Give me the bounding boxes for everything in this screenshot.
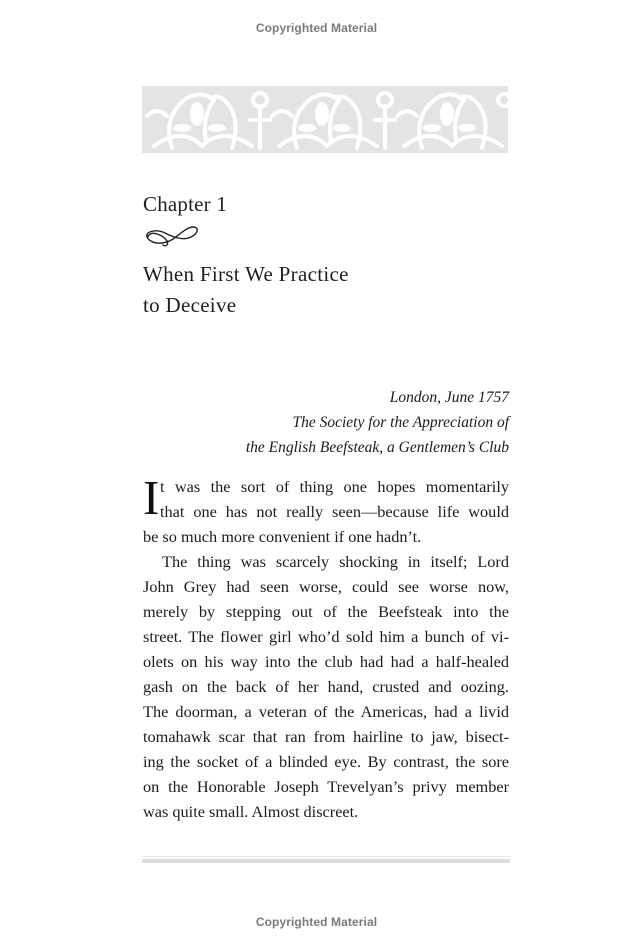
text-line: that one has not really seen—because life would (160, 502, 509, 521)
text-line: was quite small. Almost discreet. (143, 802, 359, 821)
epigraph-place-date: London, June 1757 (389, 389, 509, 406)
copyright-watermark-top: Copyrighted Material (255, 21, 378, 35)
chapter-number: Chapter 1 (143, 192, 228, 216)
drop-cap: I (143, 470, 160, 525)
chapter-title-line: When First We Practice (143, 262, 349, 286)
epigraph-line: the English Beefsteak, a Gentlemen’s Club (245, 439, 509, 456)
acanthus-scroll-ornament-icon (142, 86, 508, 153)
text-line: tomahawk scar that ran from hairline to jaw, bisect- (143, 727, 509, 746)
text-line: street. The flower girl who’d sold him a bunch of vi- (143, 627, 509, 646)
text-line: olets on his way into the club had had a half-healed (143, 652, 509, 671)
text-line: ing the socket of a blinded eye. By contrast, the sore (143, 752, 509, 771)
text-line: The thing was scarcely shocking in itself; Lord (162, 552, 509, 571)
ornamental-banner (142, 86, 508, 153)
epigraph-line: The Society for the Appreciation of (292, 414, 509, 431)
body-text (143, 470, 509, 824)
epigraph (246, 385, 509, 460)
text-line: t was the sort of thing one hopes momentarily (160, 477, 509, 496)
chapter-title-line: to Deceive (143, 293, 237, 317)
footer-rule-thick (142, 859, 510, 863)
text-line: The doorman, a veteran of the Americas, had a livid (143, 702, 509, 721)
text-line: merely by stepping out of the Beefsteak into the (143, 602, 509, 621)
scroll-flourish-icon (143, 225, 203, 254)
copyright-watermark-bottom: Copyrighted Material (255, 915, 378, 929)
text-line: be so much more convenient if one hadn’t. (143, 527, 422, 546)
footer-rule-thin (142, 856, 510, 857)
text-line: John Grey had seen worse, could see worse now, (143, 577, 509, 596)
text-line: gash on the back of her hand, crusted and oozing. (143, 677, 509, 696)
chapter-title (143, 259, 349, 321)
text-line: on the Honorable Joseph Trevelyan’s privy member (143, 777, 509, 796)
